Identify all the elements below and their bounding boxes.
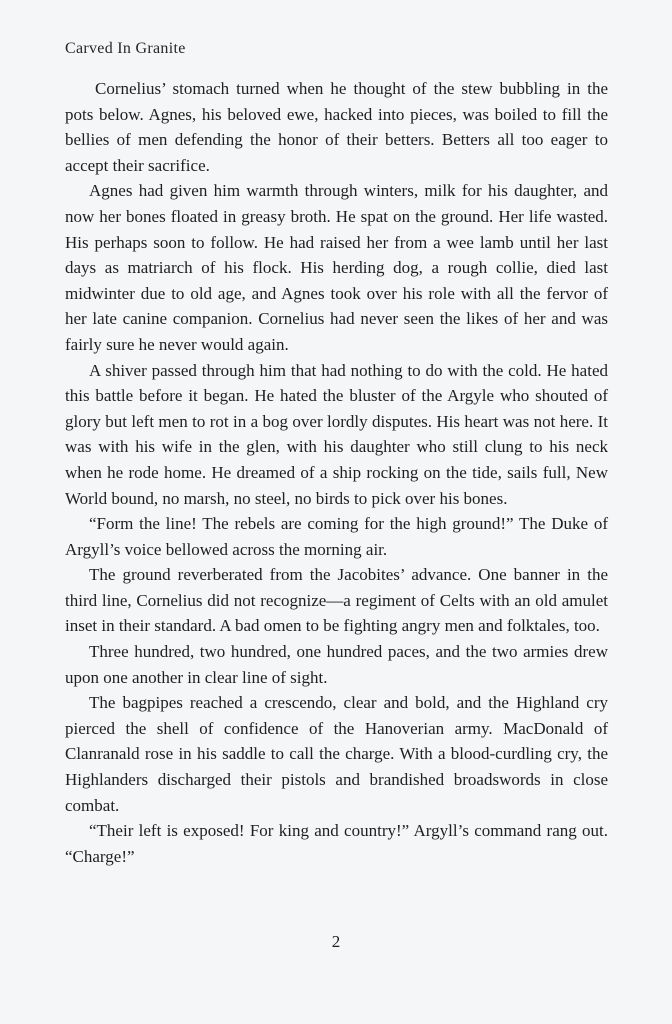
paragraph: “Form the line! The rebels are coming for the high ground!” The Duke of Argyll’s voice bellowed across the morning air. [65,514,608,559]
page-number: 2 [331,932,341,951]
paragraph: A shiver passed through him that had nothing to do with the cold. He hated this battle before it began. He hated the bluster of the Argyle who shouted of glory but left men to rot in a bog over lordly disputes. His heart was not here. It was with his wife in the glen, with his daughter who still clung to his neck when he rode home. He dreamed of a ship rocking on the tide, sails full, New World bound, no marsh, no steel, no birds to pick over his bones. [65,360,608,508]
paragraph: Three hundred, two hundred, one hundred paces, and the two armies drew upon one another in clear line of sight. [65,642,608,687]
paragraph: Agnes had given him warmth through winters, milk for his daughter, and now her bones floated in greasy broth. He spat on the ground. Her life wasted. His perhaps soon to follow. He had raised her from a wee lamb until her last days as matriarch of his flock. His herding dog, a rough collie, died last midwinter due to old age, and Agnes took over his role with all the fervor of her late canine companion. Cornelius had never seen the likes of her and was fairly sure he never would again. [65,181,608,354]
paragraph: The ground reverberated from the Jacobites’ advance. One banner in the third line, Cornelius did not recognize—a regiment of Celts with an old amulet inset in their standard. A bad omen to be fighting angry men and folktales, too. [65,565,608,636]
body-text [65,76,608,869]
paragraph: Cornelius’ stomach turned when he thought of the stew bubbling in the pots below. Agnes, his beloved ewe, hacked into pieces, was boiled to fill the bellies of men defending the honor of their betters. Betters all too eager to accept their sacrifice. [65,79,608,175]
paragraph: The bagpipes reached a crescendo, clear and bold, and the Highland cry pierced the shell of confidence of the Hanoverian army. MacDonald of Clanranald rose in his saddle to call the charge. With a blood-curdling cry, the Highlanders discharged their pistols and brandished broadswords in close combat. [65,693,608,815]
running-header: Carved In Granite [65,40,186,57]
paragraph: “Their left is exposed! For king and country!” Argyll’s command rang out. “Charge!” [65,821,608,866]
